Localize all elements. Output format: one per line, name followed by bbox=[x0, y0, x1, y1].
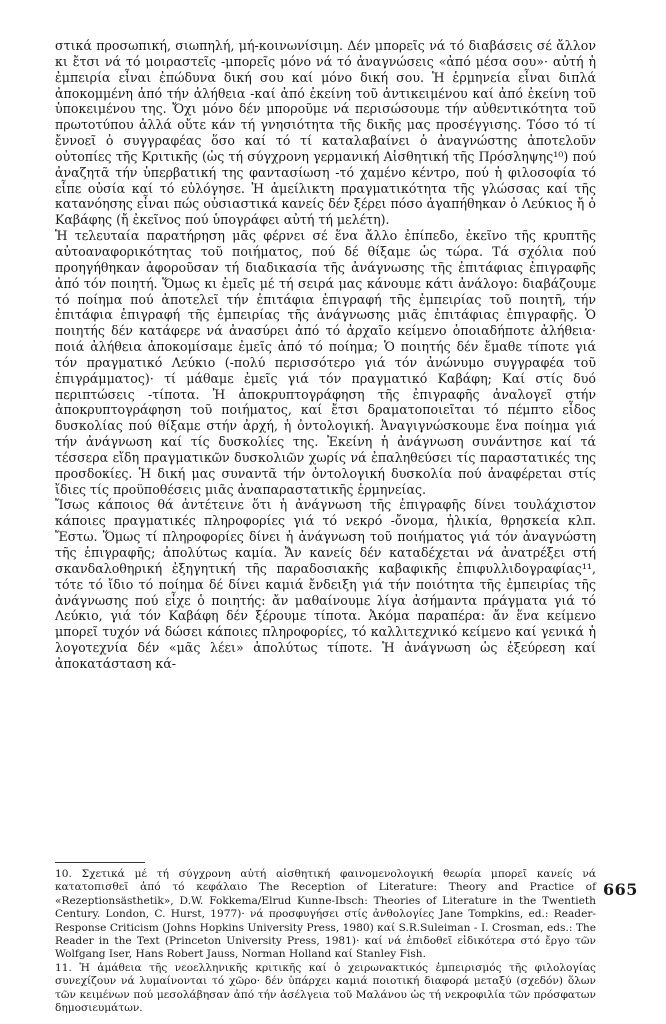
footnotes bbox=[55, 868, 596, 1015]
paragraph-2: Ἡ τελευταία παρατήρηση μᾶς φέρνει σέ ἕνα ἄλλο ἐπίπεδο, ἐκεῖνο τῆς κρυπτῆς αὐτοαναφορικότητας τοῦ ποιήματος, πού δέ θίξαμε ὡς τώρα. Τά σχόλια πού προηγήθηκαν ἀφοροῦσαν τή διαδικασία τῆς ἀνάγνωσης τῆς ἐπιτάφιας ἐπιγραφῆς ἀπό τόν ποιητή. Ὅμως κι ἐμεῖς μέ τή σειρά μας κάνουμε κάτι ἀνάλογο: διαβάζουμε τό ποίημα πού ἀποτελεῖ τήν ἐπιτάφια ἐπιγραφή τῆς ἐμπειρίας τοῦ ποιητῆ, τήν ἐπιτάφια ἐπιγραφή τῆς ἐμπειρίας τῆς ἀνάγνωσης μιᾶς ἐπιτάφιας ἐπιγραφῆς. Ὁ ποιητής δέν κατάφερε νά ἀνασύρει ἀπό τό ἀρχαῖο κείμενο ὁποιαδήποτε ἀλήθεια· ποιά ἀλήθεια ἀποκομίσαμε ἐμεῖς ἀπό τό ποίημα; Ὁ ποιητής δέν ἔμαθε τίποτε γιά τόν πραγματικό Λεύκιο (-πολύ περισσότερο γιά τόν ἀνώνυμο συγγραφέα τοῦ ἐπιγράμματος)· τί μάθαμε ἐμεῖς γιά τόν πραγματικό Καβάφη; Καί στίς δυό περιπτώσεις -τίποτα. Ἡ ἀποκρυπτογράφηση τῆς ἐπιγραφῆς ἀναλογεῖ στήν ἀποκρυπτογράφηση τοῦ ποιήματος, καί ἔτσι δραματοποιεῖται τό πέμπτο εἶδος δυσκολίας πού θίξαμε στήν ἀρχή, ἡ ὀντολογική. Ἀναγιγνώσκουμε ἕνα ποίημα γιά τήν ἀνάγνωση καί τίς δυσκολίες της. Ἐκείνη ἡ ἀνάγνωση συνάντησε καί τά τέσσερα εἴδη πραγματικῶν δυσκολιῶν χωρίς νά ἐπαληθεύσει τίς παραστατικές της προσδοκίες. Ἡ δική μας συναντᾶ τήν ὀντολογική δυσκολία πού ἀναφέρεται στίς ἴδιες τίς προϋποθέσεις μιᾶς ἀναπαραστατικῆς ἑρμηνείας. bbox=[55, 228, 596, 497]
main-text bbox=[55, 38, 596, 672]
footnote-10: 10. Σχετικά μέ τή σύγχρονη αὐτή αἰσθητική φαινομενολογική θεωρία μπορεῖ κανείς νά κατατοπισθεῖ ἀπό τό κεφάλαιο The Reception of Literature: Theory and Practice of «Rezeptionsästhetik», D.W. Fokkema/Elrud Kunne-Ibsch: Theories of Literature in the Twentieth Century. London, C. Hurst, 1977)· νά προσφυγήσει στίς ἀνθολογίες Jane Tompkins, ed.: Reader-Response Criticism (Johns Hopkins University Press, 1980) καί S.R.Suleiman - I. Crosman, eds.: The Reader in the Text (Princeton University Press, 1981)· καί νά ἐπιδοθεῖ εἰδικότερα στό ἔργο τῶν Wolfgang Iser, Hans Robert Jauss, Norman Holland καί Stanley Fish. bbox=[55, 868, 596, 961]
footnote-11: 11. Ἡ ἀμάθεια τῆς νεοελληνικῆς κριτικῆς καί ὁ χειρωνακτικός ἐμπειρισμός τῆς φιλολογίας συνεχίζουν νά λυμαίνονται τό χῶρο· δέν ὑπάρχει καμιά ποιοτική διαφορά μεταξύ (σχεδόν) ὅλων τῶν κειμένων πού μεσολάβησαν ἀπό τήν ἀσέλγεια τοῦ Μαλάνου ὡς τή νεκροφιλία τῶν πρόσφατων δημοσιευμάτων. bbox=[55, 961, 596, 1015]
paragraph-3: Ἴσως κάποιος θά ἀντέτεινε ὅτι ἡ ἀνάγνωση τῆς ἐπιγραφῆς δίνει τουλάχιστον κάποιες πραγματικές πληροφορίες γιά τό νεκρό -ὄνομα, ἡλικία, θρησκεία κλπ. Ἔστω. Ὅμως τί πληροφορίες δίνει ἡ ἀνάγνωση τοῦ ποιήματος γιά τόν ἀναγνώστη τῆς ἐπιγραφῆς; ἀπολύτως καμία. Ἄν κανείς δέν καταδέχεται νά ἀνατρέξει στή σκανδαλοθηρική ἐξηγητική τῆς παραδοσιακῆς καβαφικῆς ἐπιφυλλιδογραφίας¹¹, τότε τό ἴδιο τό ποίημα δέ δίνει καμιά ἔνδειξη γιά τήν ποιότητα τῆς ἐμπειρίας τῆς ἀνάγνωσης πού εἶχε ὁ ποιητής: ἄν μαθαίνουμε λίγα ἀσήμαντα πράγματα γιά τό Λεύκιο, γιά τόν Καβάφη δέν ξέρουμε τίποτα. Ἀκόμα παραπέρα: ἄν ἕνα κείμενο μπορεῖ τυχόν νά δώσει κάποιες πληροφορίες, τό καλλιτεχνικό κείμενο καί γενικά ἡ λογοτεχνία δέν «μᾶς λέει» ἀπολύτως τίποτε. Ἡ ἀνάγνωση ὡς ἐξεύρεση καί ἀποκατάσταση κά- bbox=[55, 497, 596, 671]
paragraph-1: στικά προσωπική, σιωπηλή, μή-κοινωνίσιμη. Δέν μπορεῖς νά τό διαβάσεις σέ ἄλλον κι ἔτσι νά τό μοιραστεῖς -μπορεῖς μόνο νά τό ἀναγνώσεις «ἀπό μέσα σου»· αὐτή ἡ ἐμπειρία εἶναι ἐπώδυνα δική σου καί μόνο δική σου. Ἡ ἑρμηνεία εἶναι διπλά ἀποκομμένη ἀπό τήν ἀλήθεια -καί ἀπό ἐκείνη τοῦ ἀντικειμένου καί ἀπό ἐκείνη τοῦ ὑποκειμένου της. Ὄχι μόνο δέν μποροῦμε νά περισώσουμε τήν αὐθεντικότητα τοῦ πρωτοτύπου ἀλλά οὔτε κάν τή γνησιότητα τῆς δικῆς μας προσέγγισης. Τόσο τό τί ἔννοεῖ ὁ συγγραφέας ὅσο καί τό τί καταλαβαίνει ὁ ἀναγνώστης ἀποτελοῦν οὐτοπίες τῆς Κριτικῆς (ὡς τή σύγχρονη γερμανική Αἰσθητική τῆς Πρόσληψης¹⁰) πού ἀναζητᾶ τήν ὑπερβατική της φαντασίωση -τό χαμένο κέντρο, πού ἡ φιλοσοφία τό εἶπε οὐσία καί τό εὐλόγησε. Ἡ ἀμείλικτη πραγματικότητα τῆς γλώσσας καί τῆς κατανόησης εἶναι πώς οὐσιαστικά κανείς δέν ξέρει πόσο ἀγαπήθηκαν ὁ Λεύκιος ἤ ὁ Καβάφης (ἤ ἐκεῖνος πού ὑπογράφει αὐτή τή μελέτη). bbox=[55, 38, 596, 228]
footnote-rule bbox=[55, 862, 145, 863]
page-number: 665 bbox=[603, 880, 638, 899]
